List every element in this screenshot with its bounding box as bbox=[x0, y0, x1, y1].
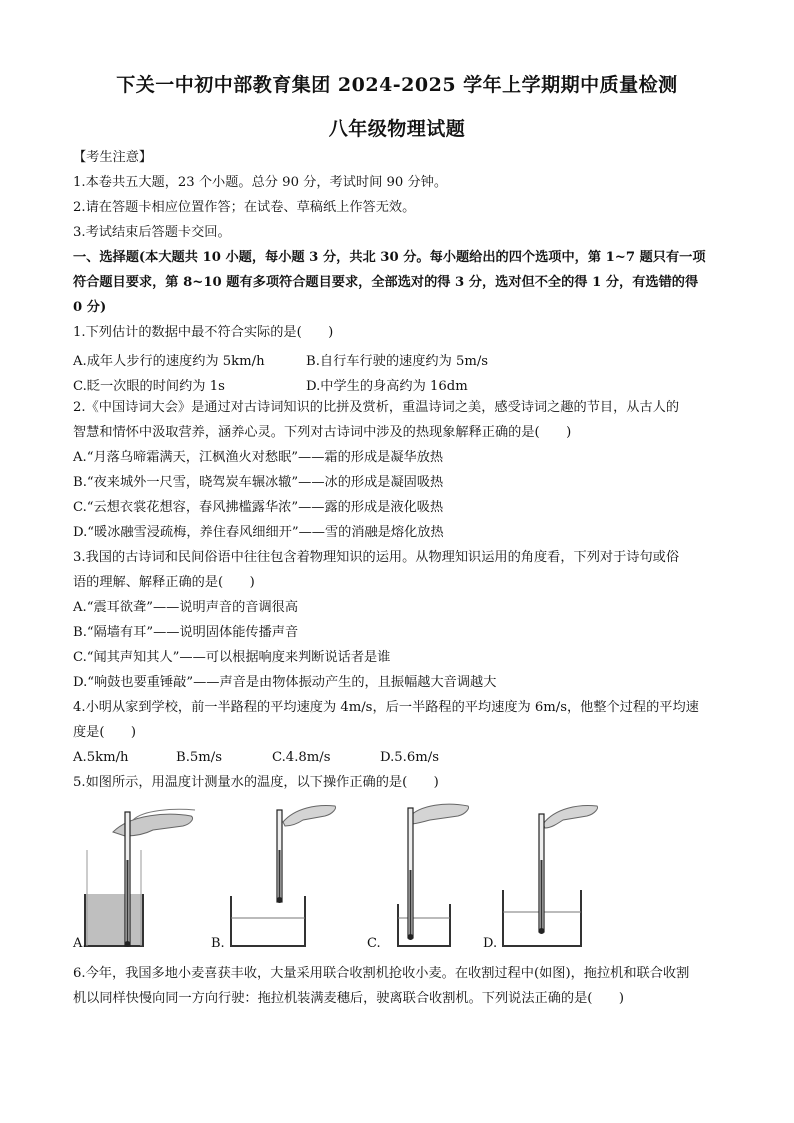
figure-d-thermometer-beaker bbox=[483, 800, 603, 950]
exam-subtitle: 八年级物理试题 bbox=[328, 118, 466, 140]
q1-option-c: C.眨一次眼的时间约为 1s bbox=[73, 379, 225, 394]
q1-option-d: D.中学生的身高约为 16dm bbox=[306, 379, 468, 394]
q2-option-c: C.“云想衣裳花想容，春风拂槛露华浓”——露的形成是液化吸热 bbox=[73, 500, 444, 515]
question-2-stem: 2.《中国诗词大会》是通过对古诗词知识的比拼及赏析，重温诗词之美，感受诗词之趣的节目，从古人的 bbox=[73, 400, 680, 415]
q3-option-d: D.“响鼓也要重锤敲”——声音是由物体振动产生的，且振幅越大音调越大 bbox=[73, 675, 497, 690]
figure-c-thermometer-beaker bbox=[368, 800, 478, 950]
thermometer-figures bbox=[73, 800, 593, 950]
q4-option-c: C.4.8m/s bbox=[272, 750, 331, 765]
q1-option-a: A.成年人步行的速度约为 5km/h bbox=[73, 354, 265, 369]
figure-b-label: B. bbox=[211, 936, 225, 951]
q1-option-b: B.自行车行驶的速度约为 5m/s bbox=[306, 354, 489, 369]
q4-option-d: D.5.6m/s bbox=[380, 750, 439, 765]
question-4-stem: 度是( ) bbox=[73, 725, 137, 740]
section-heading: 0 分) bbox=[73, 300, 107, 315]
exam-title: 下关一中初中部教育集团 2024-2025 学年上学期期中质量检测 bbox=[116, 74, 678, 96]
question-4-stem: 4.小明从家到学校，前一半路程的平均速度为 4m/s，后一半路程的平均速度为 6m/s，他整个过程的平均速 bbox=[73, 700, 699, 715]
figure-a-thermometer-beaker bbox=[73, 800, 203, 950]
q2-option-b: B.“夜来城外一尺雪，晓驾炭车辗冰辙”——冰的形成是凝固吸热 bbox=[73, 475, 444, 490]
question-3-stem: 语的理解、解释正确的是( ) bbox=[73, 575, 255, 590]
q2-option-d: D.“暖冰融雪浸疏梅，养住春风细细开”——雪的消融是熔化放热 bbox=[73, 525, 444, 540]
section-heading: 一、选择题(本大题共 10 小题，每小题 3 分，共北 30 分。每小题给出的四个选项中，第 1~7 题只有一项 bbox=[73, 250, 706, 265]
question-6-stem: 6.今年，我国多地小麦喜获丰收，大量采用联合收割机抢收小麦。在收割过程中(如图)，拖拉机和联合收割 bbox=[73, 966, 690, 981]
notice-item: 3.考试结束后答题卡交回。 bbox=[73, 225, 231, 240]
figure-c-label: C. bbox=[367, 936, 381, 951]
question-2-stem: 智慧和情怀中汲取营养，涵养心灵。下列对古诗词中涉及的热现象解释正确的是( ) bbox=[73, 425, 572, 440]
q4-option-a: A.5km/h bbox=[73, 750, 129, 765]
q3-option-c: C.“闻其声知其人”——可以根据响度来判断说话者是谁 bbox=[73, 650, 391, 665]
q2-option-a: A.“月落乌啼霜满天，江枫渔火对愁眠”——霜的形成是凝华放热 bbox=[73, 450, 444, 465]
figure-a-label: A. bbox=[73, 936, 87, 951]
section-heading: 符合题目要求，第 8~10 题有多项符合题目要求，全部选对的得 3 分，选对但不全的得 1 分，有选错的得 bbox=[73, 275, 699, 290]
notice-item: 1.本卷共五大题，23 个小题。总分 90 分，考试时间 90 分钟。 bbox=[73, 175, 448, 190]
question-6-stem: 机以同样快慢向同一方向行驶：拖拉机装满麦穗后，驶离联合收割机。下列说法正确的是( ) bbox=[73, 991, 624, 1006]
q3-option-a: A.“震耳欲聋”——说明声音的音调很高 bbox=[73, 600, 299, 615]
figure-b-thermometer-beaker bbox=[213, 800, 343, 950]
q4-option-b: B.5m/s bbox=[176, 750, 222, 765]
q3-option-b: B.“隔墙有耳”——说明固体能传播声音 bbox=[73, 625, 299, 640]
notice-heading: 【考生注意】 bbox=[73, 150, 153, 165]
question-1-stem: 1.下列估计的数据中最不符合实际的是( ) bbox=[73, 325, 334, 340]
question-3-stem: 3.我国的古诗词和民间俗语中往往包含着物理知识的运用。从物理知识运用的角度看，下列对于诗句或俗 bbox=[73, 550, 680, 565]
notice-item: 2.请在答题卡相应位置作答；在试卷、草稿纸上作答无效。 bbox=[73, 200, 416, 215]
question-5-stem: 5.如图所示，用温度计测量水的温度，以下操作正确的是( ) bbox=[73, 775, 439, 790]
figure-d-label: D. bbox=[483, 936, 498, 951]
